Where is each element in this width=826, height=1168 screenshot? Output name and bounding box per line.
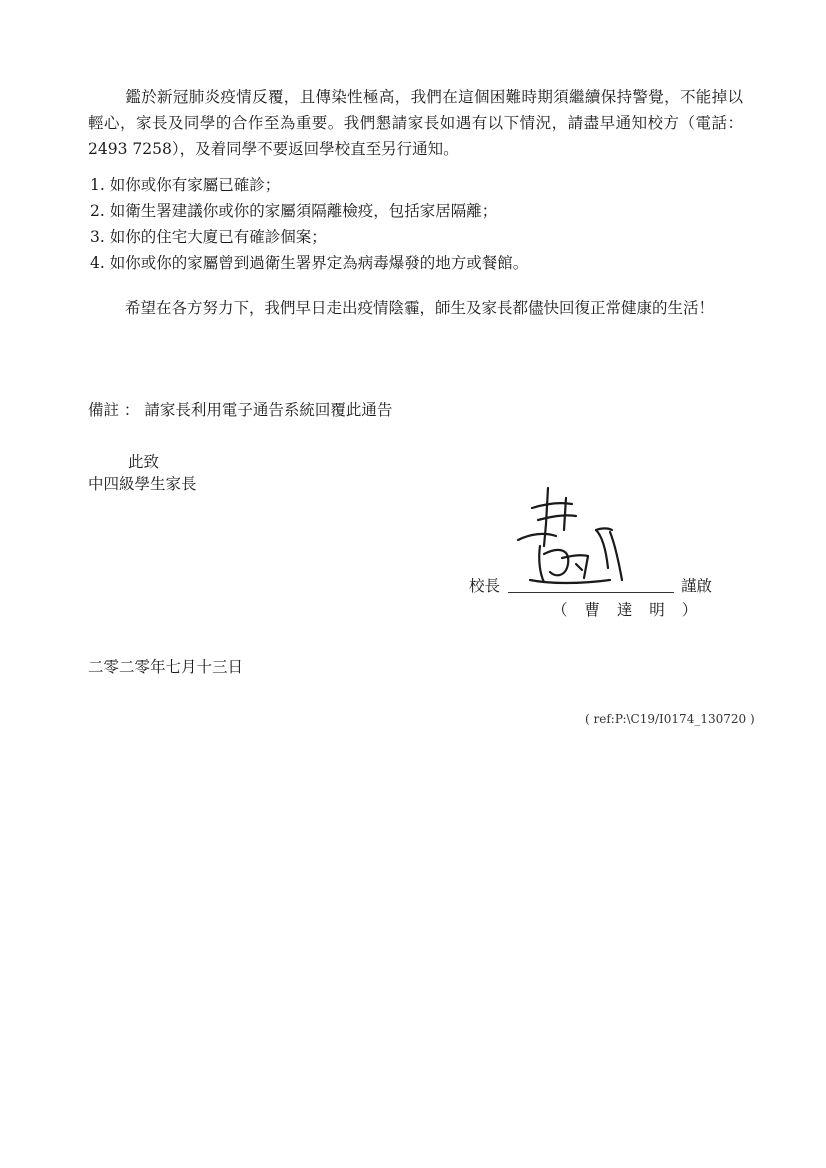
list-item: 1. 如你或你有家屬已確診； xyxy=(90,176,281,194)
handwritten-signature xyxy=(510,484,630,594)
intro-paragraph xyxy=(88,84,743,162)
reference-code: ( ref:P:\C19/I0174_130720 ) xyxy=(585,712,755,726)
list-item: 4. 如你或你的家屬曾到過衛生署界定為病毒爆發的地方或餐館。 xyxy=(90,254,529,272)
notice-date: 二零二零年七月十三日 xyxy=(88,658,244,676)
intro-text: 鑑於新冠肺炎疫情反覆，且傳染性極高，我們在這個困難時期須繼續保持警覺，不能掉以輕心，家長及同學的合作至為重要。我們懇請家長如遇有以下情況，請盡早通知校方（電話：2493 7258），及着同學不要返回學校直至另行通知。 xyxy=(88,88,743,158)
remark-line: 備註 ： 請家長利用電子通告系統回覆此通告 xyxy=(88,401,393,419)
list-item: 2. 如衛生署建議你或你的家屬須隔離檢疫，包括家居隔離； xyxy=(90,202,498,220)
hope-text: 希望在各方努力下，我們早日走出疫情陰霾，師生及家長都儘快回復正常健康的生活！ xyxy=(125,299,715,317)
signature-line xyxy=(508,592,674,593)
principal-title: 校長 xyxy=(469,577,501,595)
list-item: 3. 如你的住宅大廈已有確診個案； xyxy=(90,228,327,246)
addressee: 中四級學生家長 xyxy=(88,475,197,493)
closing-salutation: 此致 xyxy=(128,453,160,471)
condition-list xyxy=(90,172,528,276)
principal-name: （ 曹 達 明 ） xyxy=(552,601,704,619)
respect-closing: 謹啟 xyxy=(681,577,713,595)
hope-paragraph xyxy=(88,295,743,321)
